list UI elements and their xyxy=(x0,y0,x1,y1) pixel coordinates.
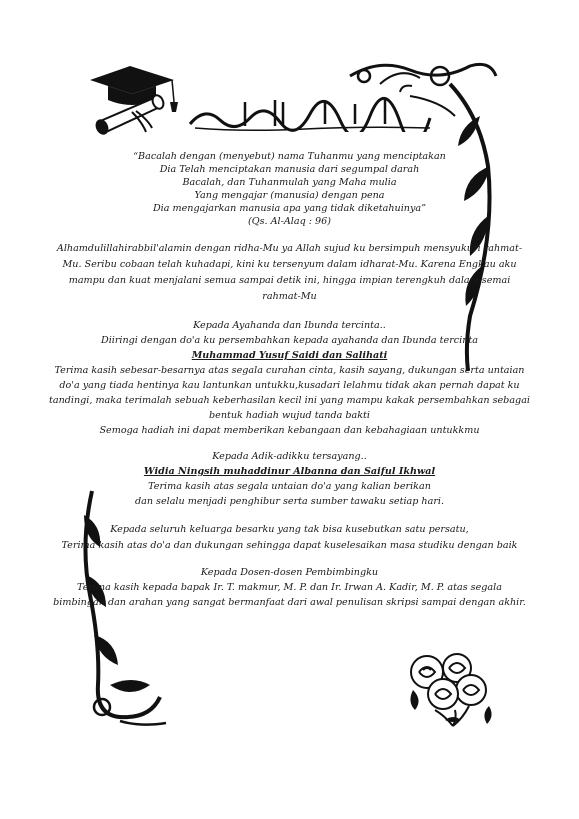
family-line: Terima kasih atas do'a dan dukungan sehingga dapat kuselesaikan masa studiku dengan baik xyxy=(61,540,518,551)
parents-names: Muhammad Yusuf Saidi dan Salihati xyxy=(191,350,388,361)
parents-line: tandingi, maka terimalah sebuah keberhasilan kecil ini yang mampu kakak persembahkan sebagai xyxy=(49,395,530,406)
siblings-names: Widia Ningsih muhaddinur Albanna dan Saiful Ikhwal xyxy=(143,466,436,477)
diploma-scroll-icon xyxy=(92,92,172,138)
parents-line: do'a yang tiada hentinya kau lantunkan untukku,kusadari lelahmu tidak akan pernah dapat ku xyxy=(59,380,520,391)
siblings-line: Terima kasih atas segala untaian do'a yang kalian berikan xyxy=(148,481,431,492)
family-line: Kepada seluruh keluarga besarku yang tak bisa kusebutkan satu persatu, xyxy=(110,524,469,535)
parents-intro: Diiringi dengan do'a ku persembahkan kepada ayahanda dan Ibunda tercinta xyxy=(101,335,478,346)
parents-heading: Kepada Ayahanda dan Ibunda tercinta.. xyxy=(193,320,386,331)
quote-line: Dia Telah menciptakan manusia dari segumpal darah xyxy=(159,164,420,175)
lecturers-heading: Kepada Dosen-dosen Pembimbingku xyxy=(200,567,379,578)
lecturers-line: Terima kasih kepada bapak Ir. T. makmur, M. P. dan Ir. Irwan A. Kadir, M. P. atas segala xyxy=(77,582,502,593)
siblings-line: dan selalu menjadi penghibur serta sumber tawaku setiap hari. xyxy=(134,496,445,507)
parents-section xyxy=(0,318,579,438)
lecturers-section xyxy=(0,565,579,610)
gratitude-line: Alhamdulillahirabbil'alamin dengan ridha-Mu ya Allah sujud ku bersimpuh mensyukuri rahmat- xyxy=(56,243,523,254)
lecturers-line: bimbingan dan arahan yang sangat bermanfaat dari awal penulisan skripsi sampai dengan akhir. xyxy=(53,597,526,608)
quran-quote xyxy=(0,150,579,228)
parents-line: bentuk hadiah wujud tanda bakti xyxy=(209,410,370,421)
parents-line: Semoga hadiah ini dapat memberikan kebangaan dan kebahagiaan untukkmu xyxy=(99,425,480,436)
parents-line: Terima kasih sebesar-besarnya atas segala curahan cinta, kasih sayang, dukungan serta untaian xyxy=(54,365,525,376)
family-section xyxy=(0,522,579,554)
quote-line: Yang mengajar (manusia) dengan pena xyxy=(194,190,385,201)
gratitude-paragraph xyxy=(0,241,579,305)
siblings-heading: Kepada Adik-adikku tersayang.. xyxy=(212,451,367,462)
gratitude-line: rahmat-Mu xyxy=(262,291,317,302)
quote-citation: (Qs. Al-Alaq : 96) xyxy=(247,216,331,227)
gratitude-line: mampu dan kuat menjalani semua sampai detik ini, hingga impian terengkuh dalam semai xyxy=(68,275,511,286)
quote-line: Dia mengajarkan manusia apa yang tidak diketahuinya” xyxy=(152,203,427,214)
quote-line: “Bacalah dengan (menyebut) nama Tuhanmu yang menciptakan xyxy=(133,151,446,162)
siblings-section xyxy=(0,449,579,509)
quote-line: Bacalah, dan Tuhanmulah yang Maha mulia xyxy=(182,177,397,188)
roses-bouquet-icon xyxy=(405,650,495,730)
gratitude-line: Mu. Seribu cobaan telah kuhadapi, kini ku tersenyum dalam idharat-Mu. Karena Engkau aku xyxy=(62,259,517,270)
